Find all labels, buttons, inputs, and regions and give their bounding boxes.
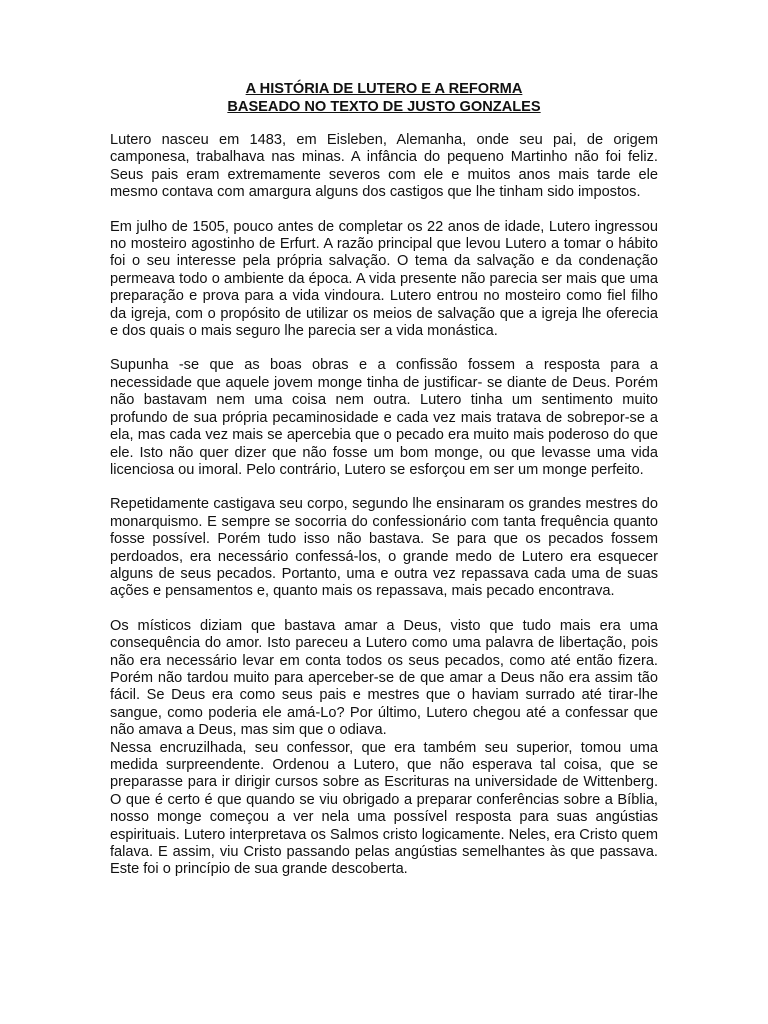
paragraph-monastery: Em julho de 1505, pouco antes de completar os 22 anos de idade, Lutero ingressou no mosteiro agostinho de Erfurt. A razão principal que levou Lutero a tomar o hábito foi o seu interesse pela própria salvação. O tema da salvação e da condenação permeava todo o ambiente da época. A vida presente não parecia ser mais que uma preparação e prova para a vida vindoura. Lutero entrou no mosteiro como fiel filho da igreja, com o propósito de utilizar os meios de salvação que a igreja lhe oferecia e dos quais o mais seguro lhe parecia ser a vida monástica. [110,218,658,340]
paragraph-good-works: Supunha -se que as boas obras e a confissão fossem a resposta para a necessidade que aquele jovem monge tinha de justificar- se diante de Deus. Porém não bastavam nem uma coisa nem outra. Lutero tinha um sentimento muito profundo de sua própria pecaminosidade e cada vez mais tratava de sobrepor-se a ela, mas cada vez mais se apercebia que o pecado era muito mais poderoso do que ele. Isto não quer dizer que não fosse um bom monge, ou que levasse uma vida licenciosa ou imoral. Pelo contrário, Lutero se esforçou em ser um monge perfeito. [110,357,658,478]
document-title-line-2: BASEADO NO TEXTO DE JUSTO GONZALES [227,99,541,115]
paragraph-wittenberg: Nessa encruzilhada, seu confessor, que era também seu superior, tomou uma medida surpreendente. Ordenou a Lutero, que não esperava tal coisa, que se preparasse para ir dirigir cursos sobre as Escrituras na universidade de Wittenberg. O que é certo é que quando se viu obrigado a preparar conferências sobre a Bíblia, nosso monge começou a ver nela uma possível resposta para suas angústias espirituais. Lutero interpretava os Salmos cristo logicamente. Neles, era Cristo quem falava. E assim, viu Cristo passando pelas angústias semelhantes às que passava. Este foi o princípio de sua grande descoberta. [110,739,658,878]
document-body [110,132,658,879]
document-title-line-1: A HISTÓRIA DE LUTERO E A REFORMA [245,81,523,97]
paragraph-birth: Lutero nasceu em 1483, em Eisleben, Alemanha, onde seu pai, de origem camponesa, trabalhava nas minas. A infância do pequeno Martinho não foi feliz. Seus pais eram extremamente severos com ele e muitos anos mais tarde ele mesmo contava com amargura alguns dos castigos que lhe tinham sido impostos. [110,132,658,201]
document-page [110,80,658,896]
paragraph-mystics: Os místicos diziam que bastava amar a Deus, visto que tudo mais era uma consequência do amor. Isto pareceu a Lutero como uma palavra de libertação, pois não era necessário levar em conta todos os seus pecados, como até então fizera. Porém não tardou muito para aperceber-se de que amar a Deus não era assim tão fácil. Se Deus era como seus pais e mestres que o haviam surrado até tirar-lhe sangue, como poderia ele amá-Lo? Por último, Lutero chegou até a confessar que não amava a Deus, mas sim que o odiava. [110,617,658,739]
paragraph-penance: Repetidamente castigava seu corpo, segundo lhe ensinaram os grandes mestres do monarquismo. E sempre se socorria do confessionário com tanta frequência quanto fosse possível. Porém tudo isso não bastava. Se para que os pecados fossem perdoados, era necessário confessá-los, o grande medo de Lutero era esquecer alguns de seus pecados. Portanto, uma e outra vez repassava cada uma de suas ações e pensamentos e, quanto mais os repassava, mais pecado encontrava. [110,496,658,600]
